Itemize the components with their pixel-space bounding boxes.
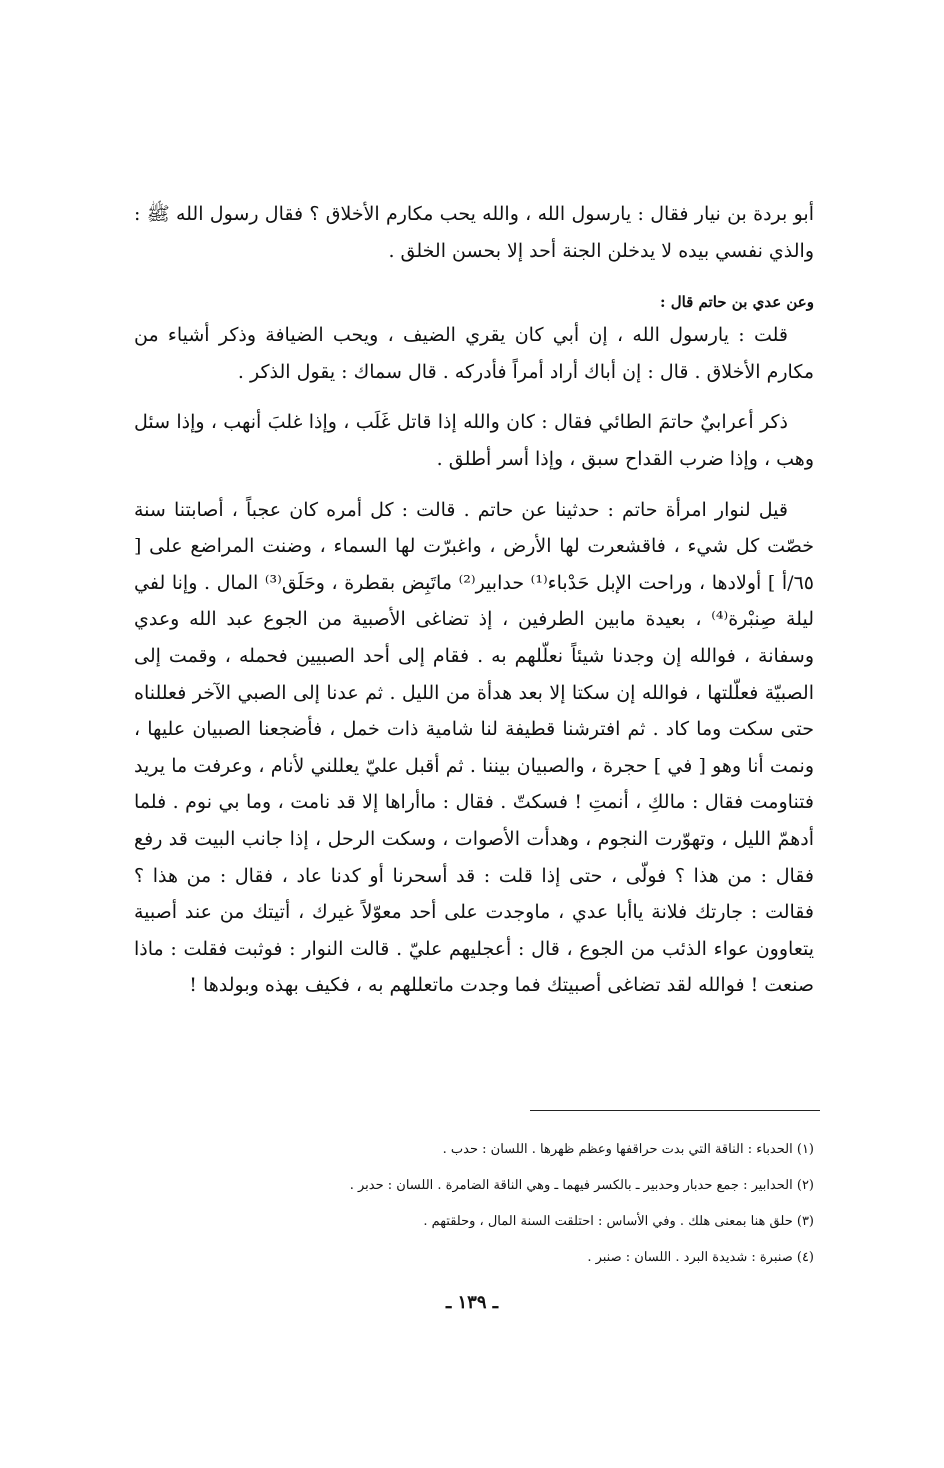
main-text-block	[134, 196, 814, 1004]
paragraph-arab-on-hatim: ذكر أعرابيٌ حاتمَ الطائي فقال : كان والله إذا قاتل غَلَب ، وإذا غلبَ أنهب ، وإذا سئل وهب ، وإذا ضرب القداح سبق ، وإذا أسر أطلق .	[134, 411, 814, 470]
paragraph-nawar-story: قيل لنوار امرأة حاتم : حدثينا عن حاتم . قالت : كل أمره كان عجباً ، أصابتنا سنة خصّت كل شيء ، فاقشعرت لها الأرض ، واغبرّت لها السماء ، وضنت المراضع على [ ٦٥/أ ] أولادها ، وراحت الإبل حَدْباء⁽¹⁾ حدابير⁽²⁾ ماتَبِض بقطرة ، وحَلَق⁽³⁾ المال . وإنا لفي ليلة صِنبْرة⁽⁴⁾ ، بعيدة مابين الطرفين ، إذ تضاغى الأصبية من الجوع عبد الله وعدي وسفانة ، فوالله إن وجدنا شيئاً نعلّلهم به . فقام إلى أحد الصبيين فحمله ، وقمت إلى الصبيّة فعلّلتها ، فوالله إن سكتا إلا بعد هدأة من الليل . ثم عدنا إلى الصبي الآخر فعللناه حتى سكت وما كاد . ثم افترشنا قطيفة لنا شامية ذات خمل ، فأضجعنا الصبيان عليها ، ونمت أنا وهو [ في ] حجرة ، والصبيان بيننا . ثم أقبل عليّ يعللني لأنام ، وعرفت ما يريد فتناومت فقال : مالكِ ، أنمتِ ! فسكتّ . فقال : ماأراها إلا قد نامت ، وما بي نوم . فلما أدهمّ الليل ، وتهوّرت النجوم ، وهدأت الأصوات ، وسكت الرحل ، إذا جانب البيت قد رفع فقال : من هذا ؟ فولّى ، حتى إذا قلت : قد أسحرنا أو كدنا عاد ، فقال : من هذا ؟ فقالت : جارتك فلانة ياأبا عدي ، ماوجدت على أحد معوّلاً غيرك ، أتيتك من عند أصبية يتعاوون عواء الذئب من الجوع ، قال : أعجليهم عليّ . قالت النوار : فوثبت فقلت : ماذا صنعت ! فوالله لقد تضاغى أصبيتك فما وجدت ماتعللهم به ، فكيف بهذه وبولدها !	[134, 498, 815, 997]
section-heading-adi-bin-hatim: وعن عدي بن حاتم قال :	[659, 293, 814, 312]
page-number: ـ ١٣٩ ـ	[445, 1292, 499, 1313]
footnote-4: (٤) صنبرة : شديدة البرد . اللسان : صنبر .	[587, 1250, 814, 1265]
footnote-3: (٣) حلق هنا بمعنى هلك . وفي الأساس : احتلقت السنة المال ، وحلقتهم .	[423, 1214, 814, 1229]
footnote-2: (٢) الحدابير : جمع حدبار وحدبير ـ بالكسر فيهما ـ وهي الناقة الضامرة . اللسان : حدبر .	[349, 1178, 814, 1193]
footnote-1: (١) الحدباء : الناقة التي بدت حراقفها وعظم ظهرها . اللسان : حدب .	[442, 1142, 814, 1157]
footnotes-block	[254, 1132, 814, 1276]
footnote-divider	[530, 1110, 820, 1111]
paragraph-adi-question: قلت : يارسول الله ، إن أبي كان يقري الضيف ، ويحب الضيافة وذكر أشياء من مكارم الأخلاق . قال : إن أباك أراد أمراً فأدركه . قال سماك : يقول الذكر .	[134, 324, 814, 383]
paragraph-abu-burda: أبو بردة بن نيار فقال : يارسول الله ، والله يحب مكارم الأخلاق ؟ فقال رسول الله ﷺ : والذي نفسي بيده لا يدخلن الجنة أحد إلا بحسن الخلق .	[134, 203, 814, 262]
